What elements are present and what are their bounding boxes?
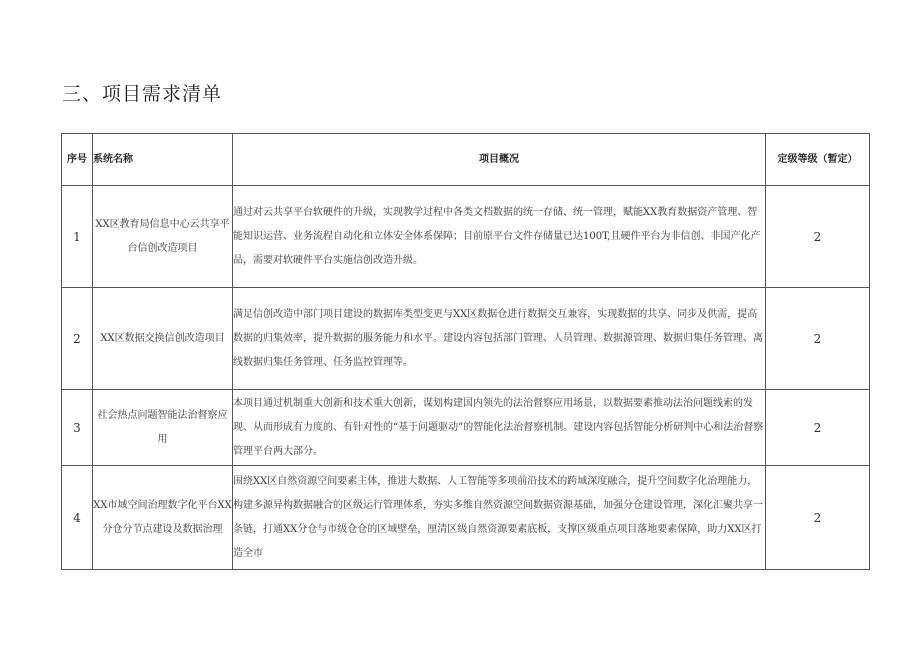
row-system-name: XX区教育局信息中心云共享平台信创改造项目 [93, 186, 233, 288]
row-overview: 本项目通过机制重大创新和技术重大创新，谋划构建国内领先的法治督察应用场景，以数据要素推动法治问题线索的发现、从而形成有力度的、有针对性的“基于问题驱动”的智能化法治督察机制。建设内容包括智能分析研判中心和法治督察管理平台两大部分。 [233, 390, 766, 466]
table-row [62, 466, 870, 570]
row-system-name: XX市域空间治理数字化平台XX分仓分节点建设及数据治理 [93, 466, 233, 570]
section-title: 三、项目需求清单 [62, 83, 223, 105]
row-level: 2 [766, 288, 870, 390]
header-system-name: 系统名称 [93, 134, 233, 186]
row-level: 2 [766, 466, 870, 570]
row-level: 2 [766, 390, 870, 466]
table-row [62, 186, 870, 288]
requirements-table [61, 133, 870, 570]
header-grade-level: 定级等级（暂定） [766, 134, 870, 186]
row-system-name: 社会热点问题智能法治督察应用 [93, 390, 233, 466]
table-header-row [62, 134, 870, 186]
row-no: 1 [62, 186, 93, 288]
table-row [62, 390, 870, 466]
row-overview: 通过对云共享平台软硬件的升级，实现教学过程中各类文档数据的统一存储、统一管理，赋能XX教育数据资产管理、智能知识运营、业务流程自动化和立体安全体系保障；目前原平台文件存储量已达100T,且硬件平台为非信创、非国产化产品，需要对软硬件平台实施信创改造升级。 [233, 186, 766, 288]
header-project-overview: 项目概况 [233, 134, 766, 186]
table-row [62, 288, 870, 390]
row-no: 4 [62, 466, 93, 570]
header-no: 序号 [62, 134, 93, 186]
row-level: 2 [766, 186, 870, 288]
row-no: 3 [62, 390, 93, 466]
row-overview: 满足信创改造中部门项目建设的数据库类型变更与XX区数据仓进行数据交互兼容，实现数据的共享、同步及供需，提高数据的归集效率，提升数据的服务能力和水平。建设内容包括部门管理、人员管理、数据源管理、数据归集任务管理、离线数据归集任务管理、任务监控管理等。 [233, 288, 766, 390]
row-system-name: XX区数据交换信创改造项目 [93, 288, 233, 390]
row-overview: 围绕XX区自然资源空间要素主体，推进大数据、人工智能等多项前沿技术的跨域深度融合，提升空间数字化治理能力，构建多源异构数据融合的区级运行管理体系，夯实多维自然资源空间数据资源基础，加强分仓建设管理，深化汇聚共享一条链，打通XX分仓与市级仓仓的区域壁垒，厘清区级自然资源要素底板，支撑区级重点项目落地要素保障，助力XX区打造全市 [233, 466, 766, 570]
row-no: 2 [62, 288, 93, 390]
